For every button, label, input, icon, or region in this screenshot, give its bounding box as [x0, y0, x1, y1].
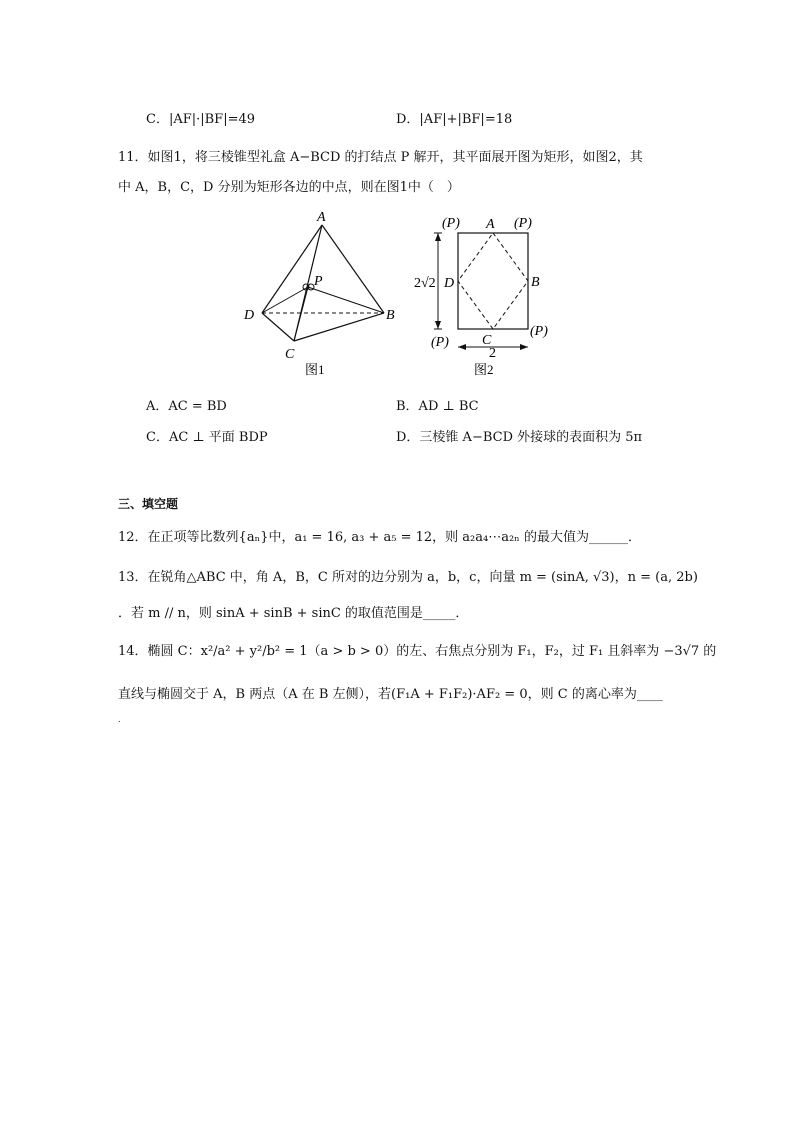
fig2-label-d: D	[444, 276, 455, 291]
net-rectangle	[458, 233, 528, 329]
edge-PB	[308, 287, 384, 313]
q11-option-c: C．AC ⊥ 平面 BDP	[146, 430, 268, 445]
fig2-caption: 图2	[474, 362, 494, 377]
arrow-left-icon	[458, 344, 466, 350]
figure-1-tetrahedron	[236, 205, 406, 380]
fig2-label-a: A	[486, 217, 495, 232]
q14-text-line3: .	[118, 715, 121, 724]
q11-text-line2: 中 A，B，C，D 分别为矩形各边的中点，则在图1中（ ）	[118, 180, 460, 195]
fig2-label-c: C	[482, 333, 492, 348]
q13-text-line1: 13．在锐角△ABC 中，角 A，B，C 所对的边分别为 a，b，c，向量 m = (sinA, √3)，n = (a, 2b)	[118, 570, 698, 585]
fig1-label-c: C	[285, 347, 295, 362]
fig1-label-a: A	[317, 210, 326, 225]
fig2-label-b: B	[531, 275, 540, 290]
arrow-up-icon	[435, 233, 441, 241]
fig2-width-label: 2	[489, 346, 496, 361]
fig2-label-p-topleft: (P)	[442, 216, 460, 231]
figure-2-net	[408, 207, 568, 379]
edge-AD	[262, 225, 322, 313]
edge-DC	[262, 313, 294, 341]
arrow-down-icon	[435, 321, 441, 329]
fig1-caption: 图1	[305, 362, 325, 377]
q11-text-line1: 11．如图1，将三棱锥型礼盒 A−BCD 的打结点 P 解开，其平面展开图为矩形，如图2，其	[118, 150, 643, 165]
edge-CB	[294, 313, 384, 341]
fig2-label-p-bottomright: (P)	[530, 324, 548, 339]
fig2-height-label: 2√2	[414, 276, 436, 291]
q13-text-line2: ．若 m // n，则 sinA + sinB + sinC 的取值范围是_____．	[118, 606, 469, 621]
q11-option-b: B．AD ⊥ BC	[396, 399, 479, 414]
q14-text-line2: 直线与椭圆交于 A，B 两点（A 在 B 左侧），若(F₁A + F₁F₂)·AF₂ = 0，则 C 的离心率为____	[118, 687, 663, 702]
fig1-label-p: P	[314, 274, 323, 289]
q10-option-d: D．|AF|+|BF|=18	[396, 112, 513, 127]
fig2-label-p-bottomleft: (P)	[431, 335, 449, 350]
arrow-right-icon	[520, 344, 528, 350]
section-title: 三、填空题	[118, 497, 179, 511]
q11-option-a: A．AC = BD	[146, 399, 227, 414]
q12-text: 12．在正项等比数列{aₙ}中，a₁ = 16, a₃ + a₅ = 12，则 a₂a₄⋯a₂ₙ 的最大值为______．	[118, 530, 641, 545]
q11-option-d: D．三棱锥 A−BCD 外接球的表面积为 5π	[396, 430, 643, 445]
edge-PC	[294, 287, 308, 341]
fig2-label-p-topright: (P)	[514, 216, 532, 231]
fig1-label-b: B	[386, 308, 395, 323]
edge-AB	[322, 225, 384, 313]
q10-option-c: C．|AF|·|BF|=49	[146, 112, 256, 127]
q14-text-line1: 14．椭圆 C：x²/a² + y²/b² = 1（a > b > 0）的左、右焦点分别为 F₁，F₂，过 F₁ 且斜率为 −3√7 的	[118, 644, 717, 659]
fig1-label-d: D	[244, 308, 255, 323]
net-inner-rhombus	[458, 233, 528, 329]
